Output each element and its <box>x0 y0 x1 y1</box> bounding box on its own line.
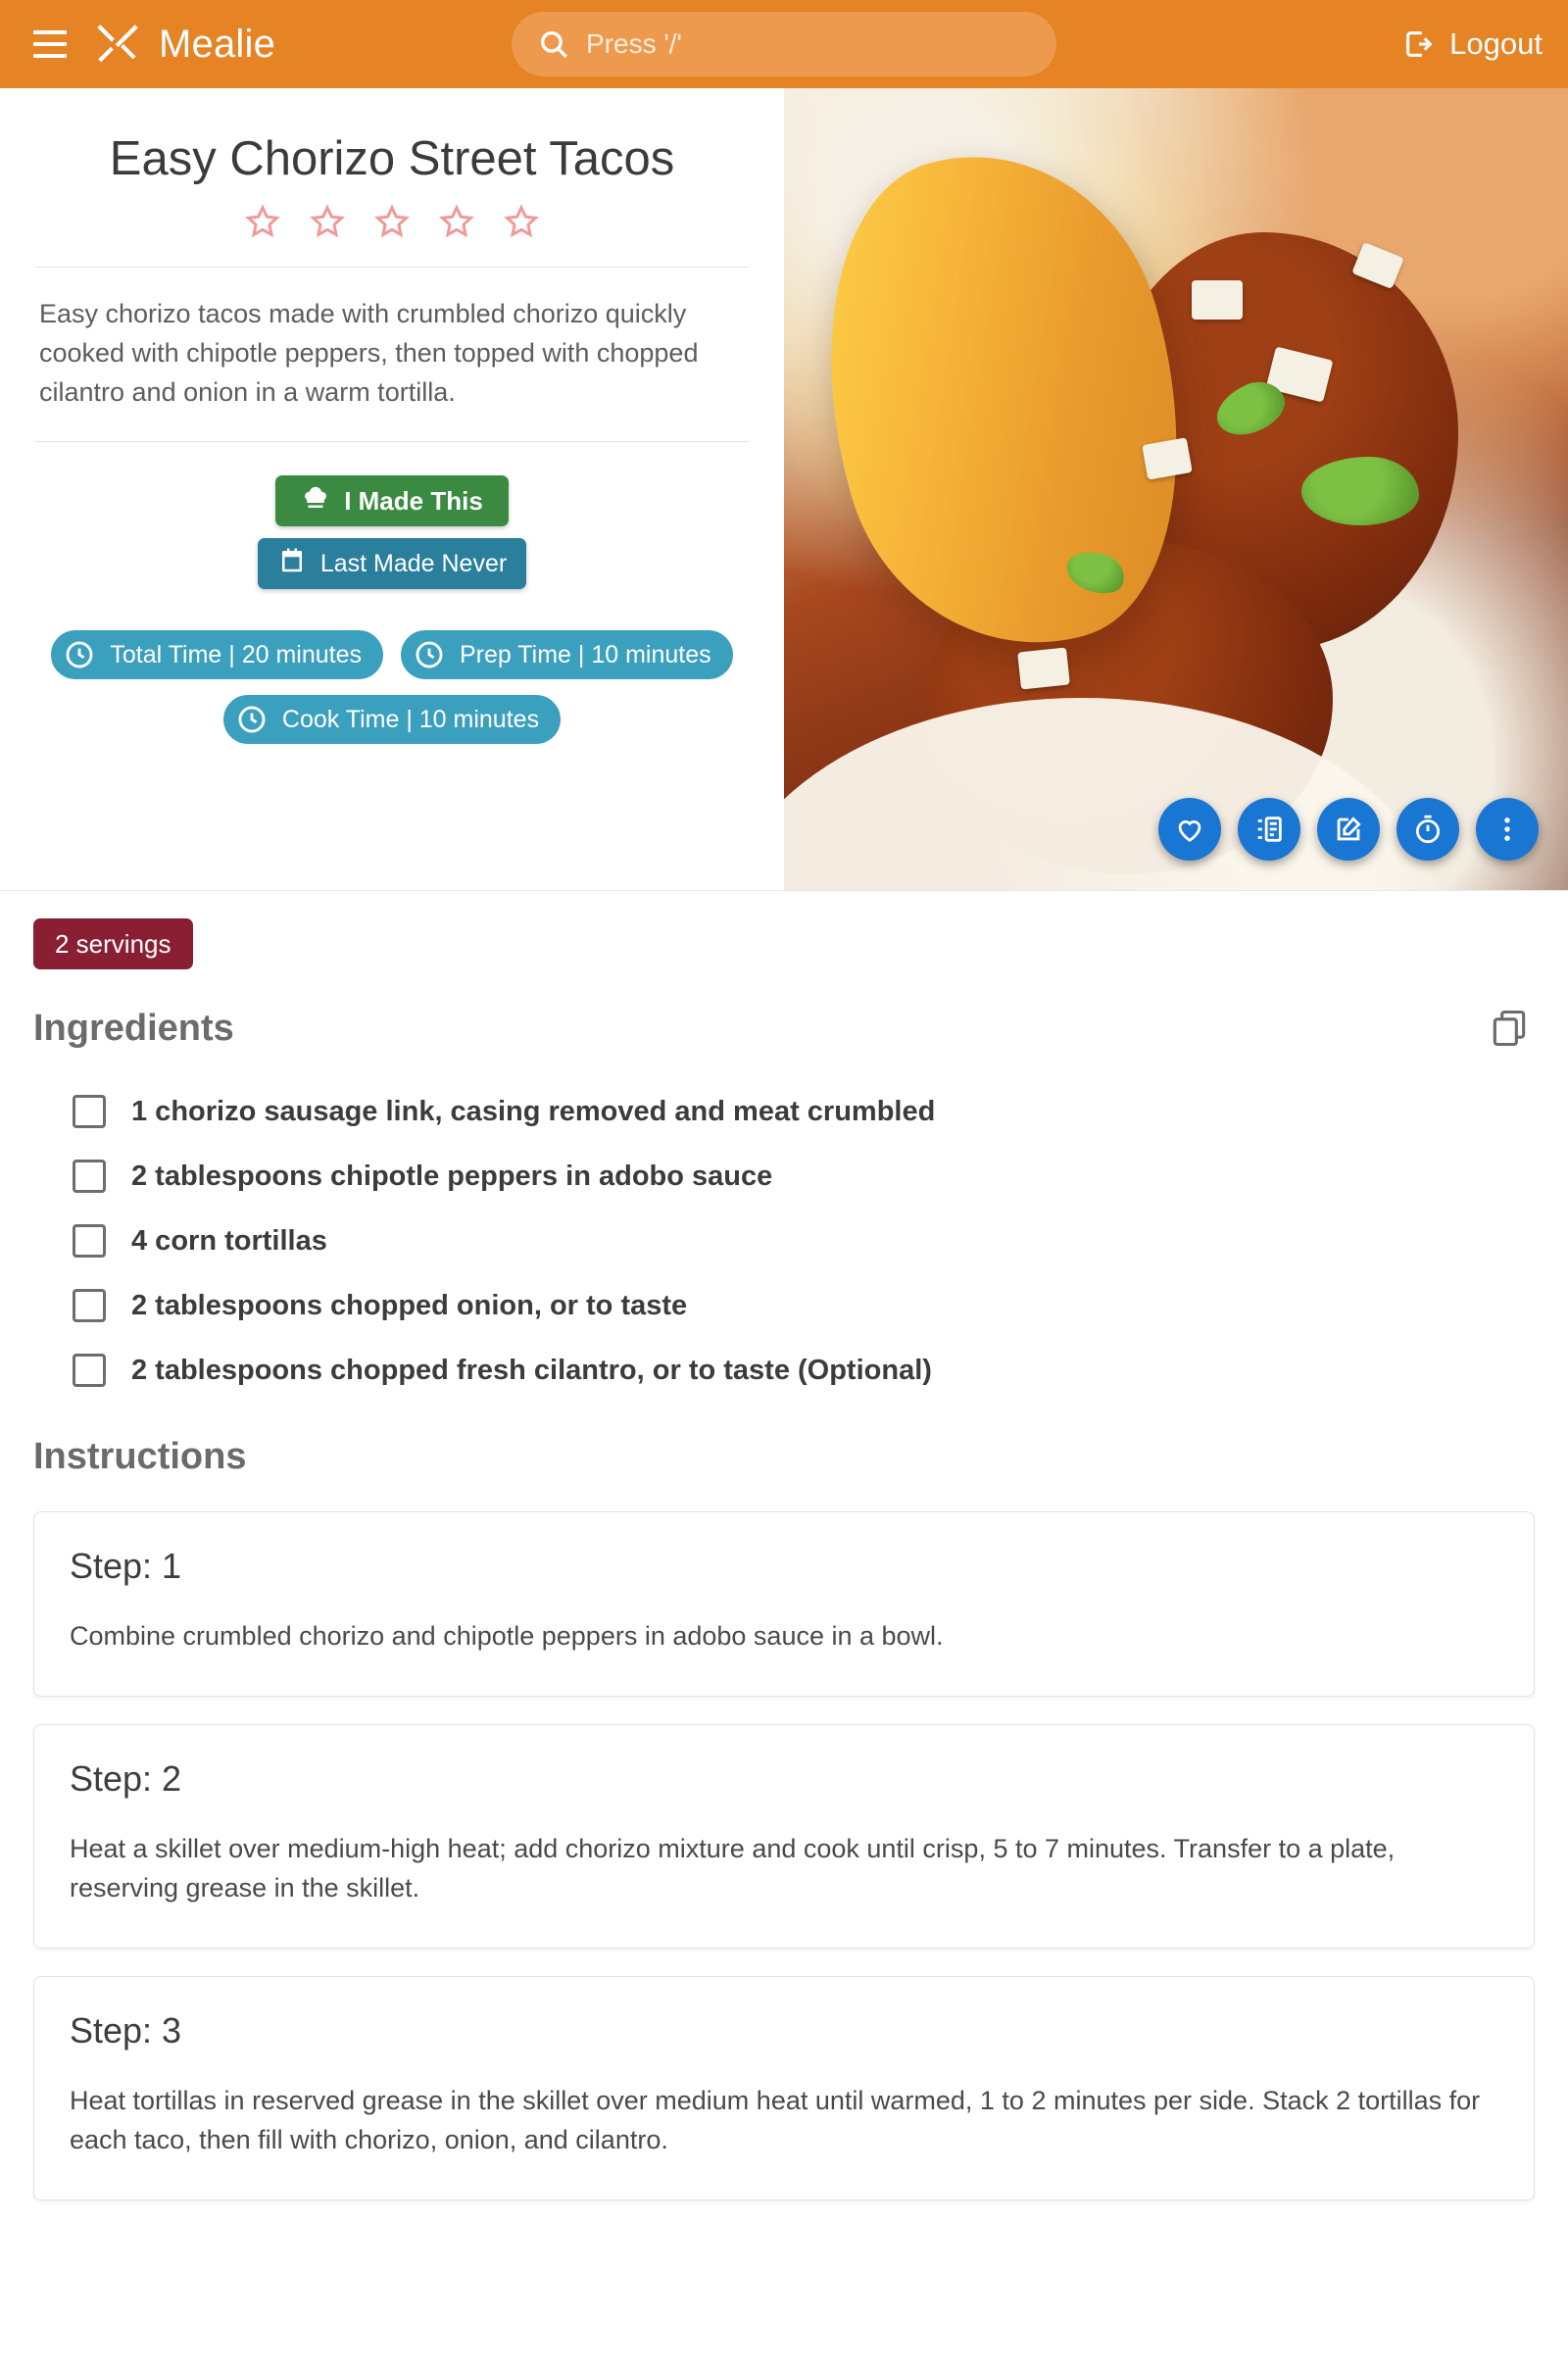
step-text: Combine crumbled chorizo and chipotle peppers in adobo sauce in a bowl. <box>70 1621 944 1651</box>
hamburger-bar <box>33 30 67 34</box>
step-title: Step: 3 <box>70 2009 182 2051</box>
hamburger-bar <box>33 42 67 46</box>
i-made-this-label: I Made This <box>344 485 483 516</box>
instructions-header <box>0 1403 1568 1484</box>
recipe-times <box>33 589 751 754</box>
step-text: Heat tortillas in reserved grease in the skillet over medium heat until warmed, 1 to 2 minutes per side. Stack 2 tortillas for each taco, then fill with chorizo, onion, and cilantro. <box>70 2085 1481 2154</box>
recipe-summary <box>0 88 784 890</box>
ingredient-label: 2 tablespoons chopped onion, or to taste <box>131 1289 688 1321</box>
prep-time-label: Prep Time | 10 minutes <box>460 640 711 668</box>
favorite-button[interactable] <box>1158 798 1221 861</box>
star-icon[interactable] <box>437 202 476 241</box>
search-icon <box>537 27 570 61</box>
recipe-photo-detail <box>1192 280 1243 320</box>
image-action-buttons <box>1158 798 1539 861</box>
ingredient-checkbox[interactable] <box>73 1354 106 1387</box>
star-icon[interactable] <box>372 202 412 241</box>
app-title: Mealie <box>159 22 276 66</box>
ingredients-list <box>0 1060 1568 1403</box>
list-item[interactable] <box>33 1209 1535 1273</box>
ingredients-header <box>0 969 1568 1060</box>
last-made-label: Last Made Never <box>319 549 508 577</box>
page-title: Easy Chorizo Street Tacos <box>109 132 675 185</box>
logout-button[interactable] <box>1402 26 1543 62</box>
star-icon[interactable] <box>308 202 347 241</box>
step-text: Heat a skillet over medium-high heat; add chorizo mixture and cook until crisp, 5 to 7 minutes. Transfer to a plate, reserving grease in the skillet. <box>70 1833 1396 1903</box>
recipe-scale-button[interactable] <box>1238 798 1300 861</box>
hamburger-menu-icon[interactable] <box>22 16 78 73</box>
ingredient-checkbox[interactable] <box>73 1289 106 1322</box>
total-time-label: Total Time | 20 minutes <box>110 640 362 668</box>
recipe-image <box>784 88 1568 890</box>
clock-icon <box>63 638 96 671</box>
instructions-heading: Instructions <box>33 1436 247 1477</box>
list-item[interactable] <box>33 1338 1535 1403</box>
i-made-this-button[interactable] <box>275 475 509 526</box>
star-icon[interactable] <box>502 202 541 241</box>
clock-icon <box>413 638 446 671</box>
last-made-button[interactable] <box>258 538 526 589</box>
ingredients-heading: Ingredients <box>33 1007 234 1049</box>
instruction-step[interactable] <box>33 1976 1535 2200</box>
clock-icon <box>235 703 269 736</box>
servings-badge[interactable]: 2 servings <box>33 918 193 969</box>
instruction-step[interactable] <box>33 1724 1535 1949</box>
recipe-hero <box>0 88 1568 891</box>
search-placeholder: Press '/' <box>586 28 682 59</box>
step-title: Step: 2 <box>70 1757 182 1799</box>
ingredient-checkbox[interactable] <box>73 1095 106 1128</box>
rating-stars[interactable] <box>33 202 751 241</box>
prep-time-chip[interactable] <box>401 630 733 679</box>
ingredient-label: 2 tablespoons chopped fresh cilantro, or to taste (Optional) <box>131 1354 932 1386</box>
search-input[interactable] <box>512 12 1056 76</box>
hamburger-bar <box>33 54 67 58</box>
cook-time-label: Cook Time | 10 minutes <box>281 705 540 733</box>
more-options-button[interactable] <box>1476 798 1539 861</box>
copy-icon[interactable] <box>1484 1003 1535 1054</box>
logout-icon <box>1402 27 1436 61</box>
ingredient-label: 2 tablespoons chipotle peppers in adobo sauce <box>131 1160 773 1192</box>
recipe-photo-detail <box>1301 457 1419 525</box>
ingredient-label: 4 corn tortillas <box>131 1224 327 1257</box>
timer-button[interactable] <box>1396 798 1459 861</box>
made-actions <box>33 442 751 589</box>
calendar-icon <box>277 546 307 582</box>
fork-knife-icon <box>92 19 143 70</box>
ingredient-checkbox[interactable] <box>73 1224 106 1258</box>
list-item[interactable] <box>33 1273 1535 1338</box>
cook-time-chip[interactable] <box>223 695 561 744</box>
recipe-description: Easy chorizo tacos made with crumbled chorizo quickly cooked with chipotle peppers, then topped with chopped cilantro and onion in a warm tortilla. <box>39 299 699 407</box>
ingredient-checkbox[interactable] <box>73 1160 106 1193</box>
logout-label: Logout <box>1449 26 1543 61</box>
instruction-step[interactable] <box>33 1511 1535 1697</box>
app-bar <box>0 0 1568 88</box>
total-time-chip[interactable] <box>51 630 383 679</box>
recipe-photo-detail <box>1017 647 1070 689</box>
chef-hat-icon <box>301 483 330 519</box>
list-item[interactable] <box>33 1144 1535 1209</box>
instructions-list <box>0 1484 1568 2267</box>
step-title: Step: 1 <box>70 1546 182 1586</box>
servings-container <box>0 891 1568 969</box>
star-icon[interactable] <box>243 202 282 241</box>
ingredient-label: 1 chorizo sausage link, casing removed and meat crumbled <box>131 1095 936 1127</box>
list-item[interactable] <box>33 1079 1535 1144</box>
edit-recipe-button[interactable] <box>1317 798 1380 861</box>
